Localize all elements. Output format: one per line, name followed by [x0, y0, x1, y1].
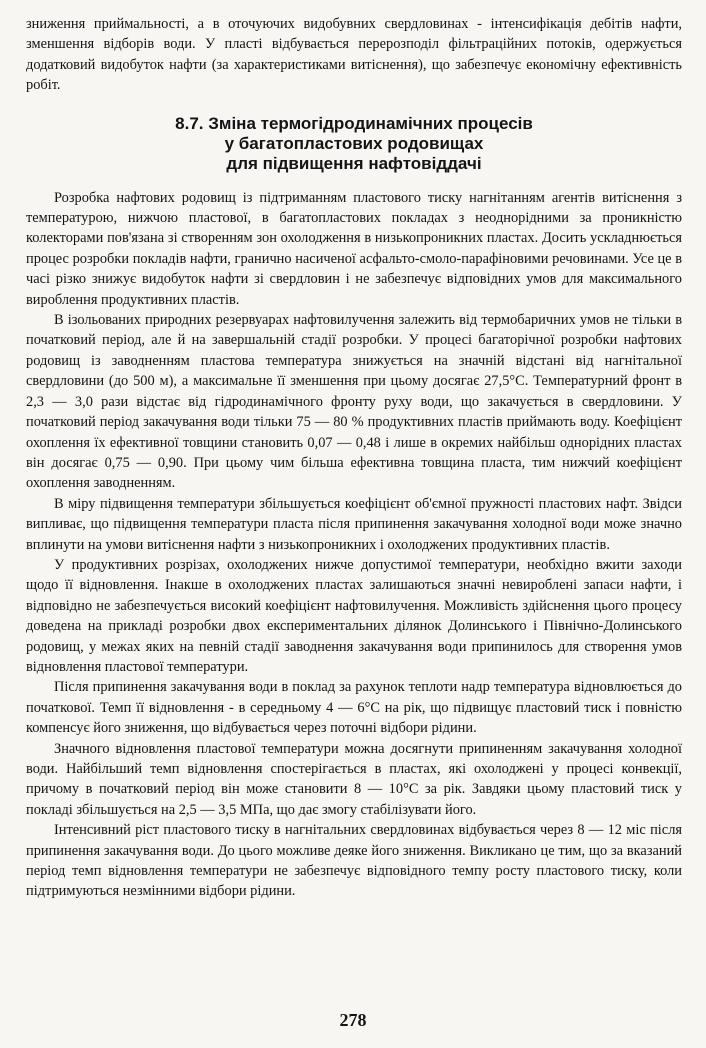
body-paragraph: Після припинення закачування води в поклад за рахунок теплоти надр температура відновлюється до початкової. Темп її відновлення - в середньому 4 — 6°С на рік, що підвищує пластовий тиск і повністю компенсує його зниження, що відбувається через поточні відбори рідини.	[26, 679, 682, 737]
body-paragraph: У продуктивних розрізах, охолоджених нижче допустимої температури, необхідно вжити заходи щодо її відновлення. Інакше в охолоджених пластах залишаються значні невироблені запаси нафти, і відповідно не забезпечується високий коефіцієнт нафтовилучення. Можливість здійснення цього процесу доведена на прикладі розробки двох експериментальних ділянок Долинського і Північно-Долинського родовищ, у межах яких на певній стадії заводнення закачування води припинилось для створення умов відновлення пластової температури.	[26, 556, 682, 675]
body-paragraph: Інтенсивний ріст пластового тиску в нагнітальних свердловинах відбувається через 8 — 12 міс після припинення закачування води. До цього можливе деяке його зниження. Викликано це тим, що за вказаний період темп відновлення температури не забезпечує відповідного темпу росту пластового тиску, коли підтримуються незмінними відбори рідини.	[26, 822, 682, 900]
body-paragraph: Значного відновлення пластової температури можна досягнути припиненням закачування холодної води. Найбільший темп відновлення спостерігається в пластах, які охолоджені у процесі конвекції, причому в початковий період він може становити 8 — 10°С за рік. Завдяки цьому пластовий тиск у покладі збільшується на 2,5 — 3,5 МПа, що дає змогу стабілізувати його.	[26, 740, 682, 818]
section-heading-line: у багатопластових родовищах	[224, 133, 484, 153]
body-paragraph: В міру підвищення температури збільшується коефіцієнт об'ємної пружності пластових нафт. Звідси випливає, що підвищення температури пласта після припинення закачування холодної води може значно вплинути на умови витіснення нафти з низькопроникних і охолоджених продуктивних пластів.	[26, 495, 682, 553]
page-number: 278	[339, 1010, 367, 1030]
page-content	[26, 14, 682, 902]
intro-paragraph: зниження приймальності, а в оточуючих видобувних свердловинах - інтенсифікація дебітів нафти, зменшення відборів води. У пласті відбувається перерозподіл фільтраційних потоків, одержується додатковий видобуток нафти (за характеристиками витіснення), що забезпечує економічну ефективність робіт.	[26, 16, 682, 94]
section-heading	[26, 114, 682, 174]
body-paragraph: Розробка нафтових родовищ із підтриманням пластового тиску нагнітанням агентів витіснення з температурою, нижчою пластової, в багатопластових покладах з неоднорідними за проникністю колекторами пов'язана зі створенням зон охолодження в низькопроникних пластах. Досить ускладнюється процес розробки покладів нафти, гранично насиченої асфальто-смоло-парафіновими речовинами. Усе це в часі різко знижує видобуток нафти зі свердловин і не забезпечує відповідних умов для максимального вироблення продуктивних пластів.	[26, 189, 682, 308]
body-paragraph: В ізольованих природних резервуарах нафтовилучення залежить від термобаричних умов не тільки в початковий період, але й на завершальній стадії розробки. У процесі багаторічної розробки нафтових родовищ із заводненням пластова температура знижується на значній відстані від нагнітальної свердловини (до 500 м), а максимальне її зменшення при цьому досягає 27,5°С. Температурний фронт в 2,3 — 3,0 рази відстає від гідродинамічного фронту руху води, що закачується в свердловини. У початковий період закачування води тільки 75 — 80 % продуктивних пластів приймають воду. Коефіцієнт охоплення їх ефективної товщини становить 0,07 — 0,48 і лише в окремих найбільш однорідних пластах він досягає 0,75 — 0,90. При цьому чим більша ефективна товщина пласта, тим нижчий коефіцієнт охоплення заводненням.	[26, 312, 682, 492]
section-heading-line: 8.7. Зміна термогідродинамічних процесів	[175, 113, 533, 133]
section-heading-line: для підвищення нафтовіддачі	[226, 153, 482, 173]
